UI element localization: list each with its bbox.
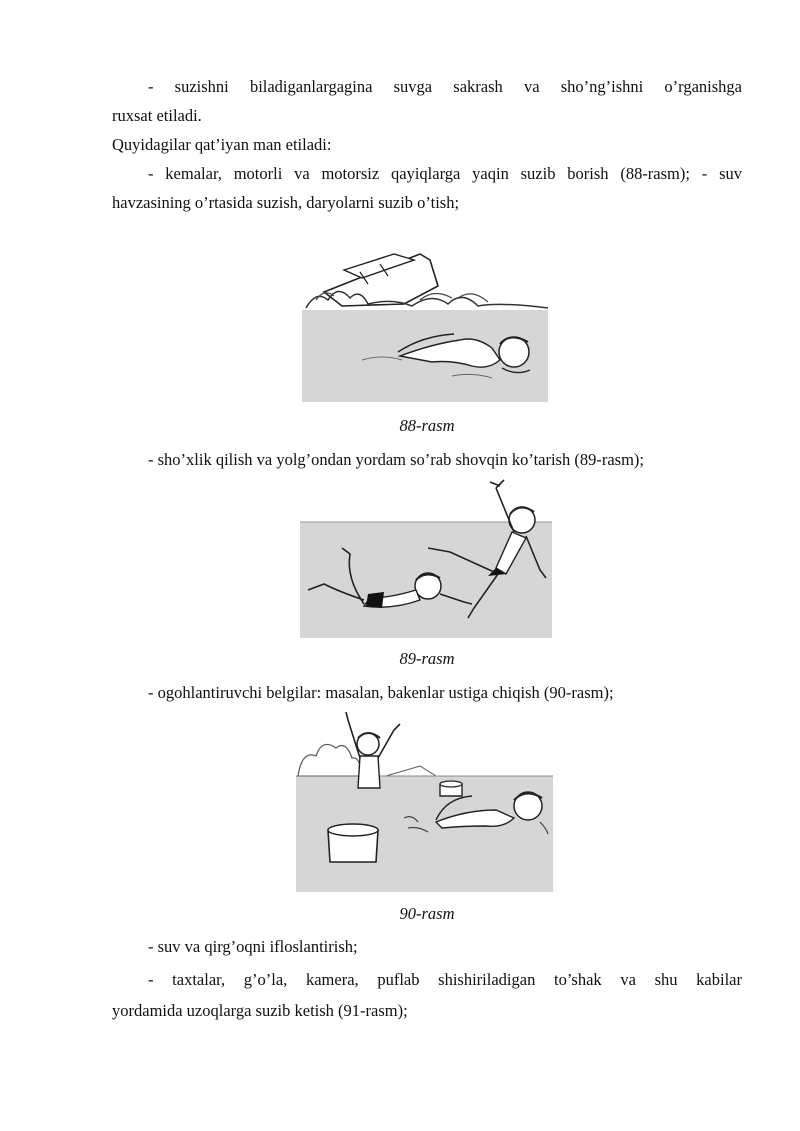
paragraph-4: - sho’xlik qilish va yolg’ondan yordam so’rab shovqin ko’tarish (89-rasm); xyxy=(148,450,644,469)
figure-90-caption: 90-rasm xyxy=(399,904,455,923)
paragraph-1-line-2: ruxsat etiladi. xyxy=(112,106,202,125)
paragraph-3-line-2: havzasining o’rtasida suzish, daryolarni suzib o’tish; xyxy=(112,193,460,212)
figure-90-buoys-swimmers xyxy=(296,710,553,892)
figure-89-caption: 89-rasm xyxy=(399,649,455,668)
figure-89-pranking-swimmers xyxy=(300,478,552,638)
figure-88-boat-swimmer xyxy=(302,248,548,402)
paragraph-2: Quyidagilar qat’iyan man etiladi: xyxy=(112,135,332,154)
paragraph-6: - suv va qirg’oqni ifloslantirish; xyxy=(148,937,358,956)
paragraph-5: - ogohlantiruvchi belgilar: masalan, bakenlar ustiga chiqish (90-rasm); xyxy=(148,683,614,702)
paragraph-7-line-1: - taxtalar, g’o’la, kamera, puflab shishiriladigan to’shak va shu kabilar xyxy=(148,970,742,989)
paragraph-1-line-1: - suzishni biladiganlargagina suvga sakrash va sho’ng’ishni o’rganishga xyxy=(148,77,742,96)
figure-88-caption: 88-rasm xyxy=(399,416,455,435)
paragraph-7-line-2: yordamida uzoqlarga suzib ketish (91-rasm); xyxy=(112,1001,408,1020)
paragraph-3-line-1: - kemalar, motorli va motorsiz qayiqlarga yaqin suzib borish (88-rasm); - suv xyxy=(148,164,742,183)
